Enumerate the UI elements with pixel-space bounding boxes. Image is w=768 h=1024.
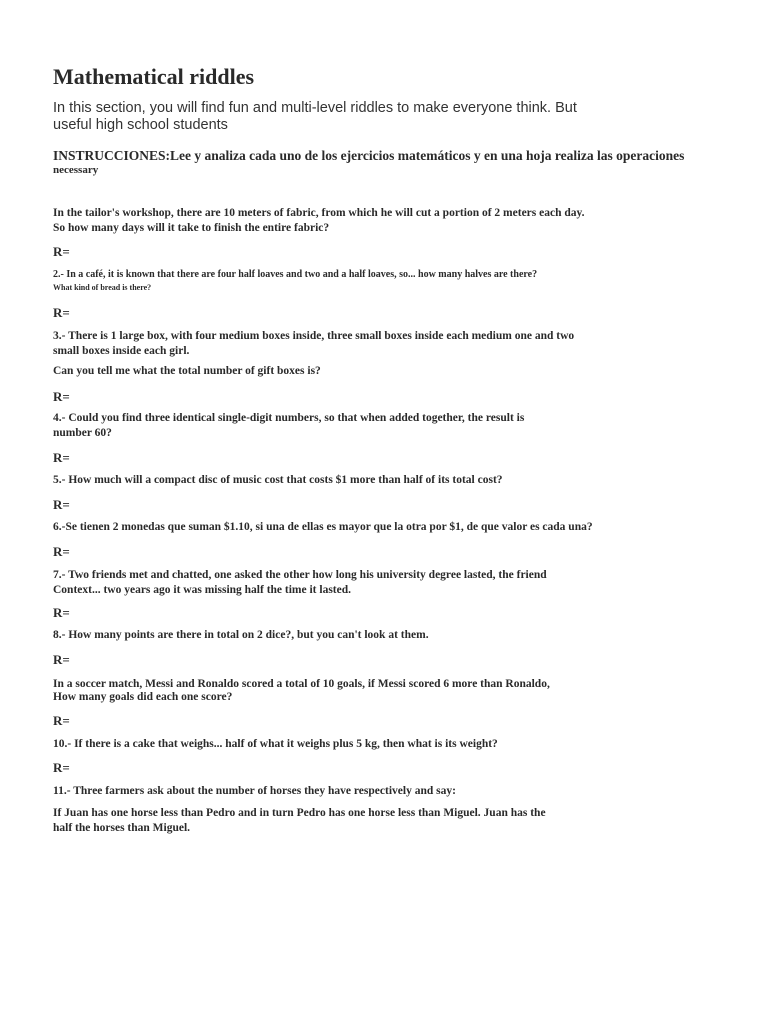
riddle-9 <box>53 677 550 705</box>
riddle-7-line-2: Context... two years ago it was missing half the time it lasted. <box>53 584 352 596</box>
riddle-11-line-3: half the horses than Miguel. <box>53 822 191 834</box>
riddle-5: 5.- How much will a compact disc of music cost that costs $1 more than half of its total cost? <box>53 474 503 486</box>
answer-label-4: R= <box>53 450 70 465</box>
riddle-11: 11.- Three farmers ask about the number of horses they have respectively and say: <box>53 785 456 797</box>
answer-label-9: R= <box>53 713 70 728</box>
riddle-4-line-1: 4.- Could you find three identical single-digit numbers, so that when added together, the result is <box>53 412 525 424</box>
riddle-4 <box>53 411 524 441</box>
riddle-2-line-2: What kind of bread is there? <box>53 283 152 292</box>
answer-label-1: R= <box>53 244 70 259</box>
riddle-10: 10.- If there is a cake that weighs... half of what it weighs plus 5 kg, then what is its weight? <box>53 738 498 750</box>
instructions <box>53 148 684 178</box>
riddle-9-line-1: In a soccer match, Messi and Ronaldo scored a total of 10 goals, if Messi scored 6 more than Ronaldo, <box>53 678 550 690</box>
riddle-4-line-2: number 60? <box>53 427 112 439</box>
riddle-11-detail <box>53 806 546 836</box>
intro-paragraph <box>53 100 577 134</box>
riddle-6: 6.-Se tienen 2 monedas que suman $1.10, si una de ellas es mayor que la otra por $1, de que valor es cada una? <box>53 521 593 533</box>
riddle-2 <box>53 268 537 294</box>
riddle-1-line-1: In the tailor's workshop, there are 10 meters of fabric, from which he will cut a portion of 2 meters each day. <box>53 207 585 219</box>
answer-label-10: R= <box>53 760 70 775</box>
answer-label-3: R= <box>53 389 70 404</box>
answer-label-2: R= <box>53 305 70 320</box>
riddle-2-line-1: 2.- In a café, it is known that there are four half loaves and two and a half loaves, so... how many halves are there? <box>53 269 538 280</box>
answer-label-6: R= <box>53 544 70 559</box>
riddle-9-line-2: How many goals did each one score? <box>53 691 233 703</box>
answer-label-5: R= <box>53 497 70 512</box>
riddle-3-question: Can you tell me what the total number of gift boxes is? <box>53 365 321 377</box>
riddle-3-line-1: 3.- There is 1 large box, with four medium boxes inside, three small boxes inside each medium one and two <box>53 330 575 342</box>
riddle-3 <box>53 329 574 359</box>
instructions-line-1: INSTRUCCIONES:Lee y analiza cada uno de los ejercicios matemáticos y en una hoja realiza las operaciones <box>53 148 685 163</box>
answer-label-7: R= <box>53 605 70 620</box>
riddle-11-line-2: If Juan has one horse less than Pedro and in turn Pedro has one horse less than Miguel. Juan has the <box>53 807 546 819</box>
intro-line-2: useful high school students <box>53 117 228 133</box>
riddle-7 <box>53 568 547 598</box>
intro-line-1: In this section, you will find fun and multi-level riddles to make everyone think. But <box>53 100 577 116</box>
riddle-1-line-2: So how many days will it take to finish the entire fabric? <box>53 222 330 234</box>
riddle-1 <box>53 206 585 236</box>
riddle-7-line-1: 7.- Two friends met and chatted, one asked the other how long his university degree lasted, the friend <box>53 569 547 581</box>
riddle-3-line-2: small boxes inside each girl. <box>53 345 190 357</box>
page-title: Mathematical riddles <box>53 64 255 89</box>
riddle-8: 8.- How many points are there in total on 2 dice?, but you can't look at them. <box>53 629 429 641</box>
instructions-line-2: necessary <box>53 164 99 176</box>
answer-label-8: R= <box>53 652 70 667</box>
